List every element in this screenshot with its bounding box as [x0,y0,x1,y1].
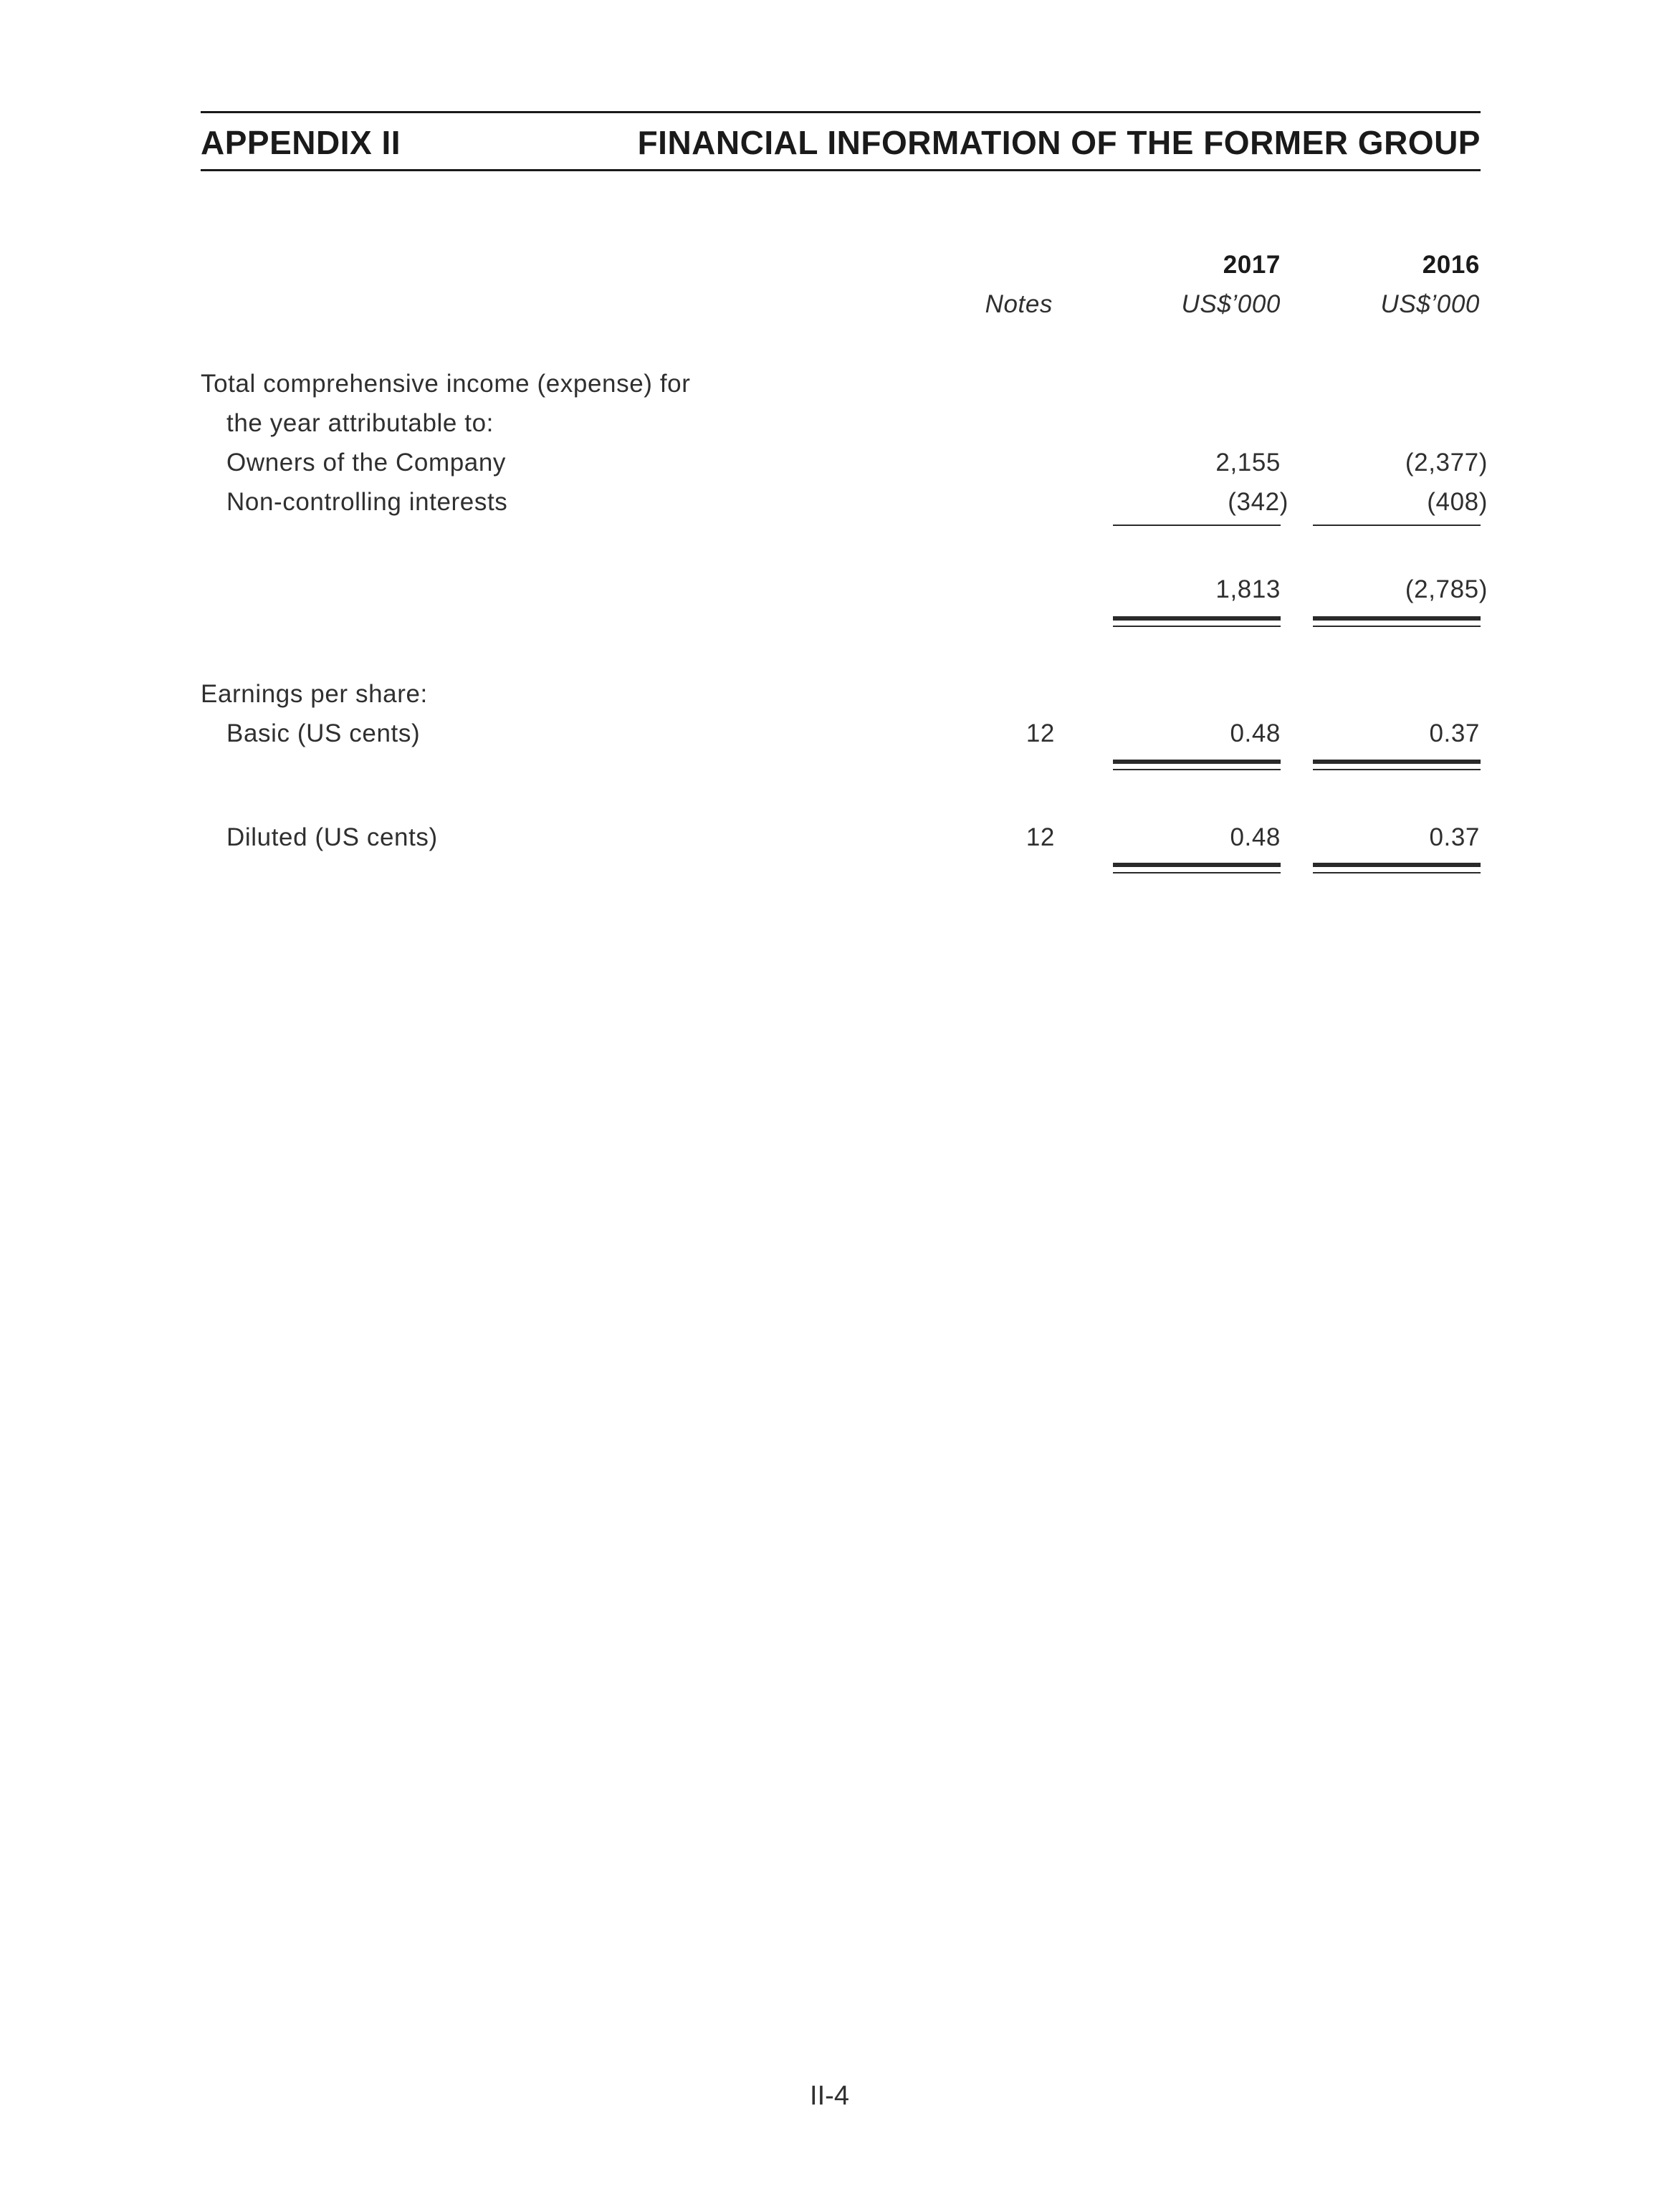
basic-eps-rule-2016-thick [1313,760,1481,764]
basic-eps-rule-2017-thick [1113,760,1281,764]
comprehensive-income-heading: Total comprehensive income (expense) for [201,370,691,398]
value-total-2016: (2,785) [1405,575,1488,603]
subtotal-rule-2017 [1113,525,1281,526]
note-diluted-eps: 12 [1025,823,1055,851]
diluted-eps-rule-2016-thick [1313,863,1481,867]
value-diluted-eps-2016: 0.37 [1429,823,1480,851]
row-label-owners: Owners of the Company [226,449,506,477]
row-label-non-controlling: Non-controlling interests [226,488,508,516]
eps-heading: Earnings per share: [201,680,428,708]
value-non-controlling-2016: (408) [1427,488,1488,516]
section-title: FINANCIAL INFORMATION OF THE FORMER GROUP [637,124,1481,161]
row-label-basic-eps: Basic (US cents) [226,719,421,747]
total-double-rule-2016-thin [1313,626,1481,627]
value-owners-2017: 2,155 [1215,449,1281,477]
total-double-rule-2017-thick [1113,616,1281,621]
column-unit-2016: US$’000 [1380,290,1480,318]
diluted-eps-rule-2017-thin [1113,872,1281,873]
basic-eps-rule-2017-thin [1113,769,1281,770]
column-header-2017: 2017 [1223,251,1281,279]
subtotal-rule-2016 [1313,525,1481,526]
value-diluted-eps-2017: 0.48 [1230,823,1281,851]
diluted-eps-rule-2017-thick [1113,863,1281,867]
basic-eps-rule-2016-thin [1313,769,1481,770]
value-total-2017: 1,813 [1215,575,1281,603]
value-basic-eps-2016: 0.37 [1429,719,1480,747]
value-non-controlling-2017: (342) [1228,488,1289,516]
total-double-rule-2016-thick [1313,616,1481,621]
note-basic-eps: 12 [1025,719,1055,747]
column-header-notes: Notes [985,290,1053,318]
column-unit-2017: US$’000 [1181,290,1281,318]
row-label-diluted-eps: Diluted (US cents) [226,823,438,851]
total-double-rule-2017-thin [1113,626,1281,627]
value-basic-eps-2017: 0.48 [1230,719,1281,747]
column-header-2016: 2016 [1422,251,1480,279]
appendix-title: APPENDIX II [201,124,401,161]
value-owners-2016: (2,377) [1405,449,1488,477]
diluted-eps-rule-2016-thin [1313,872,1481,873]
comprehensive-income-subheading: the year attributable to: [226,409,494,437]
page-header [201,111,1481,171]
page-number: II-4 [810,2081,849,2111]
